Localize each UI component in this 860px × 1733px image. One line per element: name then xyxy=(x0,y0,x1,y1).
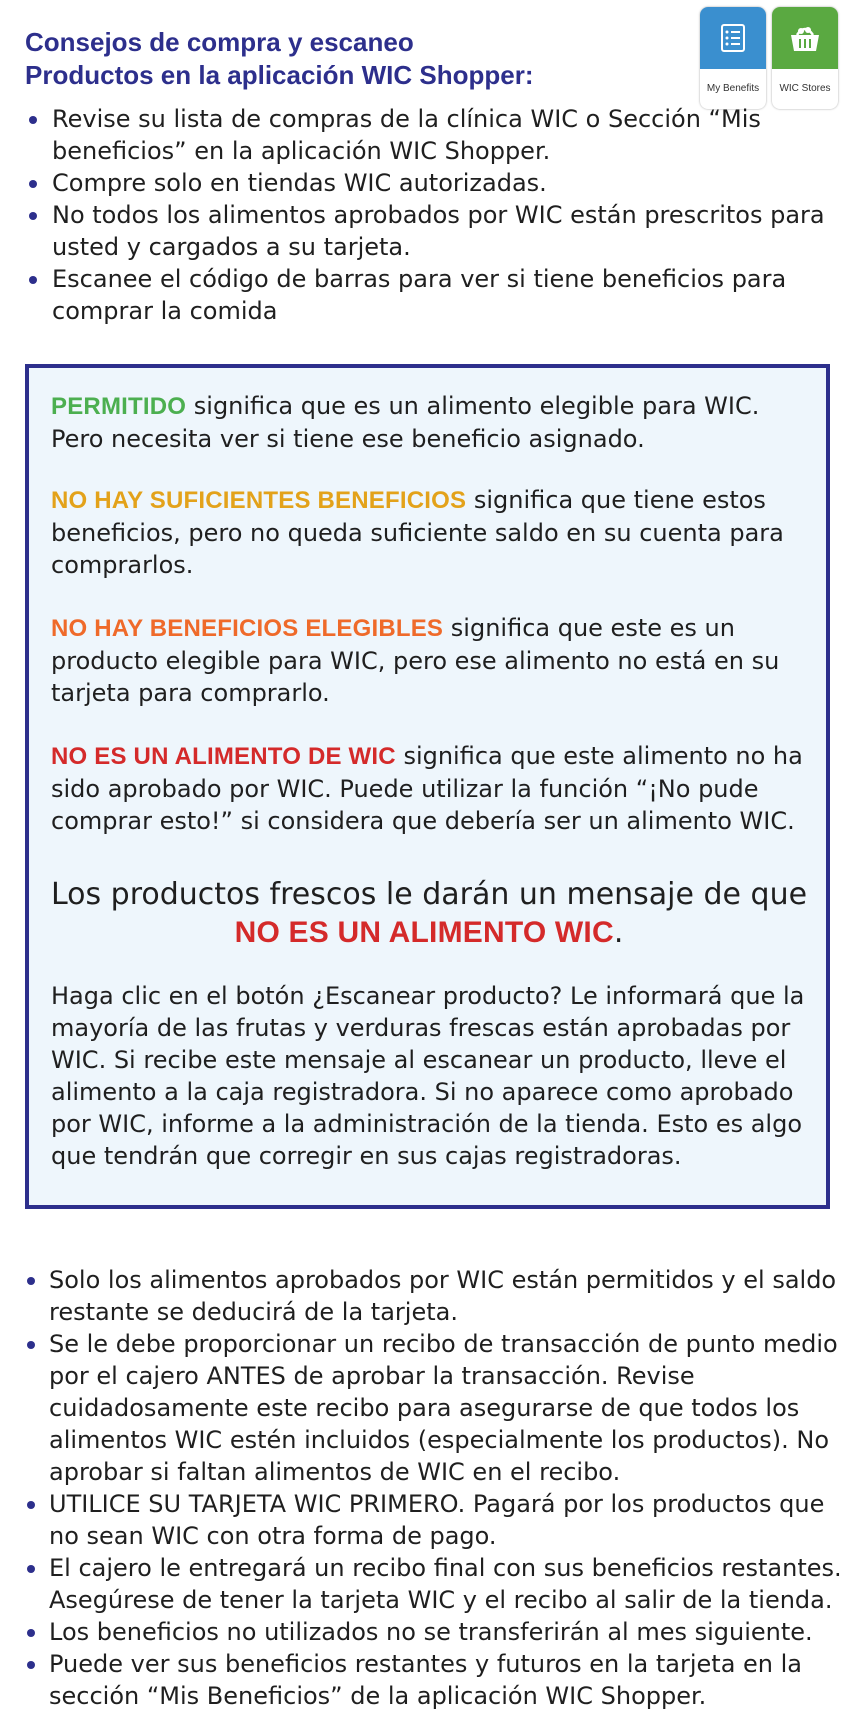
list-item: Puede ver sus beneficios restantes y futuros en la tarjeta en la sección “Mis Beneficios” de la aplicación WIC Shopper. xyxy=(25,1648,845,1712)
status-keyword: NO HAY BENEFICIOS ELEGIBLES xyxy=(51,615,444,642)
list-item: Los beneficios no utilizados no se transferirán al mes siguiente. xyxy=(25,1616,845,1648)
status-info-box xyxy=(25,364,830,1209)
list-item: UTILICE SU TARJETA WIC PRIMERO. Pagará por los productos que no sean WIC con otra forma de pago. xyxy=(25,1488,845,1552)
status-no-es-alimento xyxy=(51,740,811,837)
wic-stores-label: WIC Stores xyxy=(779,83,831,94)
list-item: Escanee el código de barras para ver si tiene beneficios para comprar la comida xyxy=(25,263,825,327)
app-icons xyxy=(700,7,838,109)
top-tips-list xyxy=(25,103,825,327)
list-item: Revise su lista de compras de la clínica WIC o Sección “Mis beneficios” en la aplicación WIC Shopper. xyxy=(25,103,825,167)
bottom-tips-list xyxy=(25,1264,845,1712)
basket-icon xyxy=(788,22,822,54)
produce-note xyxy=(39,876,819,952)
status-permitido xyxy=(51,390,811,455)
list-icon xyxy=(718,23,748,53)
status-description: significa que este alimento no ha sido aprobado por WIC. Puede utilizar la función “¡No pude comprar esto!” si considera que debería ser un alimento WIC. xyxy=(51,742,803,835)
heading-line-2: Productos en la aplicación WIC Shopper: xyxy=(25,60,534,90)
list-item: Solo los alimentos aprobados por WIC están permitidos y el saldo restante se deducirá de la tarjeta. xyxy=(25,1264,845,1328)
scan-paragraph: Haga clic en el botón ¿Escanear producto? Le informará que la mayoría de las frutas y verduras frescas están aprobadas por WIC. Si recibe este mensaje al escanear un producto, lleve el alimento a la caja registradora. Si no aparece como aprobado por WIC, informe a la administración de la tienda. Esto es algo que tendrán que corregir en sus cajas registradoras. xyxy=(51,982,805,1170)
heading-line-1: Consejos de compra y escaneo xyxy=(25,27,414,57)
status-description: significa que este es un producto elegible para WIC, pero ese alimento no está en su tarjeta para comprarlo. xyxy=(51,614,780,707)
list-item: Se le debe proporcionar un recibo de transacción de punto medio por el cajero ANTES de aprobar la transacción. Revise cuidadosamente este recibo para asegurarse de que todos los alimentos WIC estén incluidos (especialmente los productos). No aprobar si faltan alimentos de WIC en el recibo. xyxy=(25,1328,845,1488)
produce-note-line: Los productos frescos le darán un mensaje de que xyxy=(50,877,808,912)
status-keyword: NO ES UN ALIMENTO DE WIC xyxy=(51,743,396,770)
produce-note-keyword: NO ES UN ALIMENTO WIC xyxy=(234,916,614,949)
page-heading xyxy=(25,26,665,92)
produce-note-suffix: . xyxy=(613,915,624,950)
status-no-elegibles xyxy=(51,612,811,709)
status-keyword: NO HAY SUFICIENTES BENEFICIOS xyxy=(51,487,467,514)
status-no-suficientes xyxy=(51,484,811,581)
list-item: El cajero le entregará un recibo final con sus beneficios restantes. Asegúrese de tener la tarjeta WIC y el recibo al salir de la tienda. xyxy=(25,1552,845,1616)
status-keyword: PERMITIDO xyxy=(51,393,187,420)
list-item: No todos los alimentos aprobados por WIC están prescritos para usted y cargados a su tarjeta. xyxy=(25,199,825,263)
status-description: significa que tiene estos beneficios, pero no queda suficiente saldo en su cuenta para comprarlos. xyxy=(51,486,784,579)
my-benefits-label: My Benefits xyxy=(706,83,760,94)
my-benefits-app-button[interactable] xyxy=(700,7,766,109)
list-item: Compre solo en tiendas WIC autorizadas. xyxy=(25,167,825,199)
wic-stores-app-button[interactable] xyxy=(772,7,838,109)
status-description: significa que es un alimento elegible para WIC. Pero necesita ver si tiene ese beneficio asignado. xyxy=(51,392,760,453)
